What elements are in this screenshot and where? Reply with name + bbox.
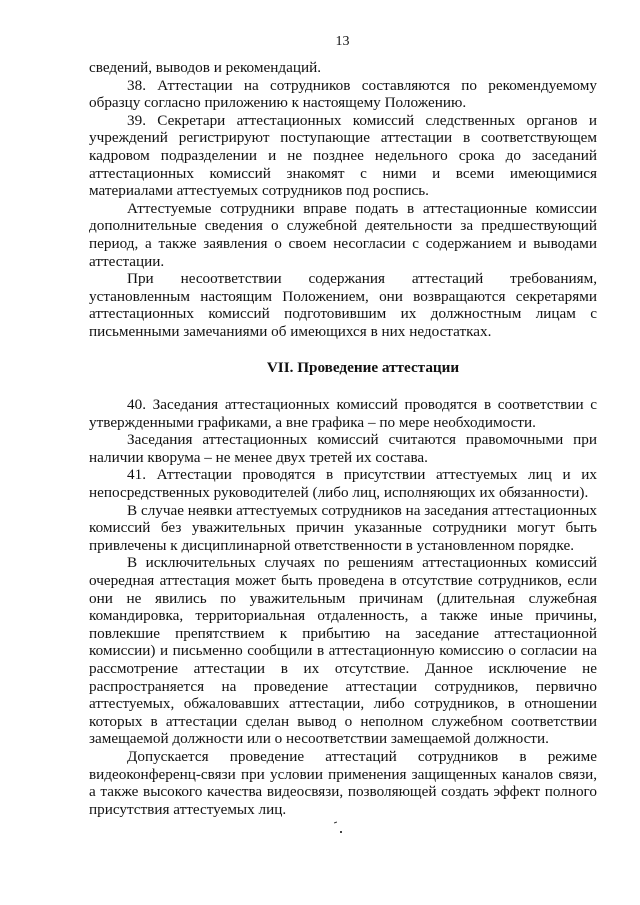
paragraph-39: 39. Секретари аттестационных комиссий следственных органов и учреждений регистрируют поступающие аттестации в соответствующем кадровом подразделении и не позднее недельного срока до заседаний аттестационных комиссий знакомят с ними и всеми имеющимися материалами аттестуемых сотрудников под роспись. bbox=[89, 111, 597, 200]
section-heading: VII. Проведение аттестации bbox=[266, 358, 460, 376]
page-number: 13 bbox=[335, 34, 350, 49]
paragraph-absence: В случае неявки аттестуемых сотрудников на заседания аттестационных комиссий без уважительных причин указанные сотрудники могут быть привлечены к дисциплинарной ответственности в установленном порядке. bbox=[89, 501, 597, 554]
paragraph-additional-info: Аттестуемые сотрудники вправе подать в аттестационные комиссии дополнительные сведения о служебной деятельности за предшествующий период, а также заявления о своем несогласии с содержанием и выводами аттестации. bbox=[89, 199, 597, 270]
paragraph-40: 40. Заседания аттестационных комиссий проводятся в соответствии с утвержденными графиками, а вне графика – по мере необходимости. bbox=[89, 396, 597, 431]
paragraph-38: 38. Аттестации на сотрудников составляются по рекомендуемому образцу согласно приложению к настоящему Положению. bbox=[89, 76, 597, 112]
paragraph-videoconference: Допускается проведение аттестаций сотрудников в режиме видеоконференц-связи при условии применения защищенных каналов связи, а также высокого качества видеосвязи, позволяющей создать эффект полного присутствия аттестуемых лиц. bbox=[89, 747, 597, 818]
paragraph-continuation: сведений, выводов и рекомендаций. bbox=[89, 59, 321, 76]
scan-artifact bbox=[334, 822, 337, 824]
scan-artifact bbox=[340, 831, 342, 833]
paragraph-41: 41. Аттестации проводятся в присутствии аттестуемых лиц и их непосредственных руководителей (либо лиц, исполняющих их обязанности). bbox=[89, 466, 597, 502]
document-body bbox=[89, 59, 597, 818]
paragraph-return-attestations: При несоответствии содержания аттестаций требованиям, установленным настоящим Положением, они возвращаются секретарями аттестационных комиссий подготовившим их должностным лицам с письменными замечаниями об имеющихся в них недостатках. bbox=[89, 270, 597, 340]
paragraph-exceptional-cases: В исключительных случаях по решениям аттестационных комиссий очередная аттестация может быть проведена в отсутствие сотрудников, если они не явились по уважительным причинам (длительная служебная командировка, территориальная отдаленность, а также иные причины, повлекшие препятствием к прибытию на заседание аттестационной комиссии) и письменно сообщили в аттестационную комиссию о согласии на рассмотрение аттестации в их отсутствие. Данное исключение не распространяется на проведение аттестации сотрудников, первично аттестуемых, обжаловавших аттестации, либо сотрудников, в отношении которых в аттестации сделан вывод о неполном служебном соответствии замещаемой должности или о несоответствии замещаемой должности. bbox=[89, 554, 597, 748]
paragraph-quorum: Заседания аттестационных комиссий считаются правомочными при наличии кворума – не менее двух третей их состава. bbox=[89, 431, 597, 466]
